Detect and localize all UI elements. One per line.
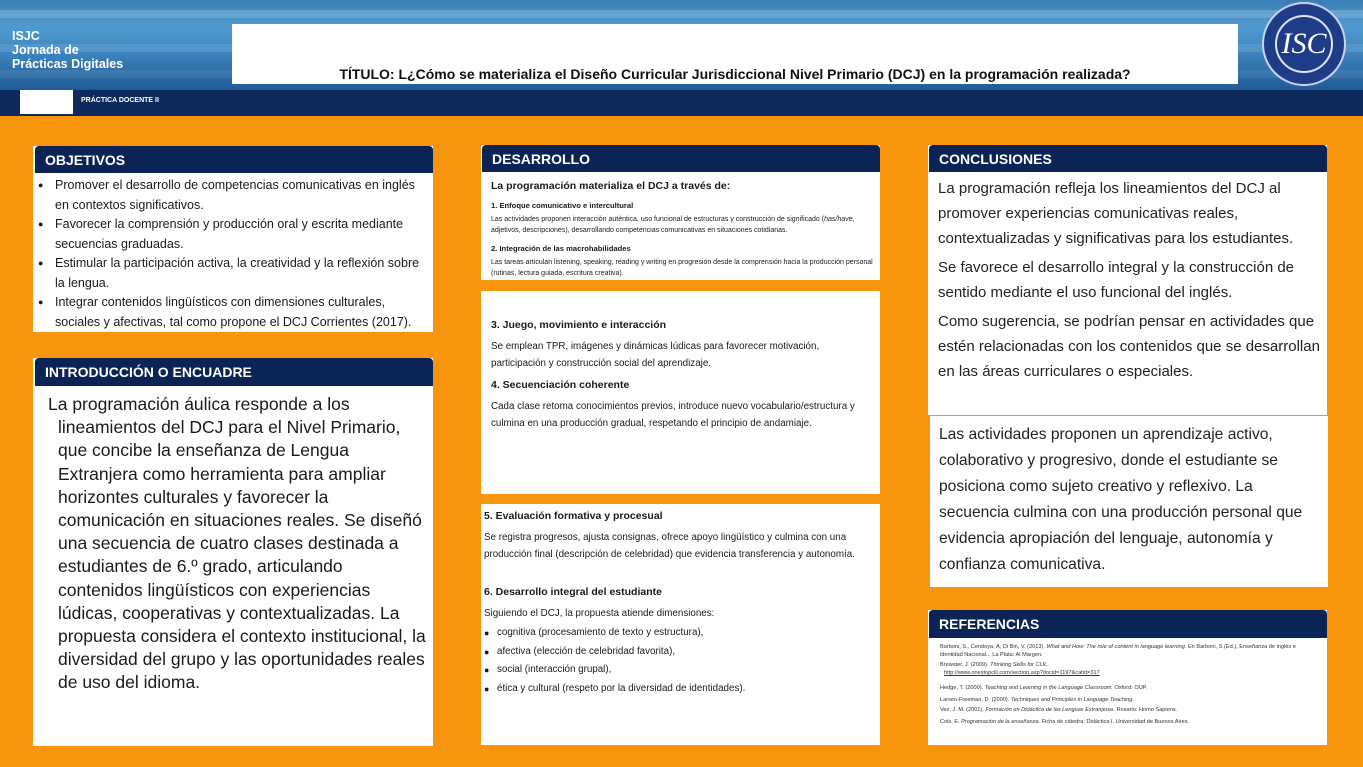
conclusion-paragraph: Como sugerencia, se podrían pensar en actividades que estén relacionadas con los contenidos que se desarrollan en las áreas curriculares o especiales.	[938, 313, 1320, 380]
list-item: ● cognitiva (procesamiento de texto y estructura),	[484, 624, 874, 643]
reference-entry: Cols, E. Programación de la enseñanza. Ficha de cátedra: Didáctica I. Universidad de Buenos Aires.	[940, 719, 1190, 725]
desarrollo-lead: La programación materializa el DCJ a través de:	[491, 180, 731, 192]
section-title: 3. Juego, movimiento e interacción	[491, 319, 667, 331]
list-item: ● Estimular la participación activa, la creatividad y la reflexión sobre la lengua.	[38, 254, 431, 293]
section-text: Se registra progresos, ajusta consignas, ofrece apoyo lingüístico y culmina con una producción final (descripción de celebridad) que evidencia transferencia y autonomía.	[484, 532, 855, 560]
desarrollo-section-1-2	[491, 179, 873, 279]
list-item: ● social (interacción grupal),	[484, 661, 874, 680]
reference-entry: Larsen-Freeman, D. (2000). Techniques and Principles in Language Teaching.	[940, 697, 1134, 703]
conclusiones-heading: CONCLUSIONES	[929, 145, 1327, 172]
reference-entry: Barboni, S., Cendoya, A; Di Bin, V. (2013). What and How: The role of content in language learning. En Barboni, S (Ed.), Enseñanza de inglés e identidad Nacional... La Plata: Al Margen.	[940, 644, 1296, 658]
section-text: Siguiendo el DCJ, la propuesta atiende dimensiones:	[484, 608, 715, 619]
conclusion-paragraph: La programación refleja los lineamientos del DCJ al promover experiencias comunicativas reales, contextualizadas y significativas para los estudiantes.	[938, 180, 1294, 247]
nav-label: PRÁCTICA DOCENTE II	[81, 97, 159, 104]
referencias-heading: REFERENCIAS	[929, 610, 1327, 638]
section-title: 4. Secuenciación coherente	[491, 379, 630, 391]
reference-entry: Brewster, J. (2009). Thinking Skills for CLIL.	[940, 662, 1049, 668]
conclusion-paragraph: Se favorece el desarrollo integral y la construcción de sentido mediante el uso funcional del inglés.	[938, 259, 1295, 301]
nav-blank-tab	[20, 90, 73, 114]
seal-monogram: ISC	[1275, 15, 1333, 73]
intro-text: La programación áulica responde a los lineamientos del DCJ para el Nivel Primario, que concibe la enseñanza de Lengua Extranjera como herramienta para ampliar horizontes culturales y favorecer la comunicación en situaciones reales. Se diseñó una secuencia de cuatro clases destinada a estudiantes de 6.º grado, articulando contenidos lingüísticos con experiencias lúdicas, cooperativas y contextualizadas. La propuesta considera el contexto institucional, la diversidad del grupo y las oportunidades reales de uso del idioma.	[48, 394, 426, 693]
conclusiones-text	[938, 176, 1324, 384]
banner-wave	[0, 10, 1363, 18]
desarrollo-section-3-4	[491, 318, 871, 432]
brand-line: ISJC	[12, 29, 40, 43]
section-title: 2. Integración de las macrohabilidades	[491, 244, 631, 253]
desarrollo-section-5-6	[484, 509, 874, 698]
section-title: 5. Evaluación formativa y procesual	[484, 510, 663, 522]
nav-bar	[0, 90, 1363, 116]
list-item: ● Favorecer la comprensión y producción oral y escrita mediante secuencias graduadas.	[38, 215, 431, 254]
conclusion-paragraph: Las actividades proponen un aprendizaje activo, colaborativo y progresivo, donde el estudiante se posiciona como sujeto creativo y reflexivo. La secuencia culmina con una producción personal que evidencia apropiación del lenguaje, autonomía y confianza comunicativa.	[939, 426, 1303, 573]
section-title: 1. Enfoque comunicativo e intercultural	[491, 201, 634, 210]
list-item: ● ética y cultural (respeto por la diversidad de identidades).	[484, 680, 874, 699]
section-text: Las actividades proponen interacción auténtica, uso funcional de estructuras y construcción de significado (has/have, adjetivos, descripciones), desarrollando competencias comunicativas en situaciones cotidianas.	[491, 216, 855, 234]
reference-entry: Vez, J. M. (2001). Formación en Didáctica de las Lenguas Extranjeras. Rosario: Homo Sapiens.	[940, 707, 1178, 713]
brand-line: Jornada de	[12, 43, 79, 57]
list-item: ● afectiva (elección de celebridad favorita),	[484, 643, 874, 662]
page-title: TÍTULO: L¿Cómo se materializa el Diseño Curricular Jurisdiccional Nivel Primario (DCJ) en la programación realizada?	[339, 66, 1131, 82]
objetivos-list	[38, 176, 431, 332]
institution-seal-logo	[1262, 2, 1346, 86]
list-item: ● Promover el desarrollo de competencias comunicativas en inglés en contextos significativos.	[38, 176, 431, 215]
section-text: Las tareas articulan listening, speaking, reading y writing en progresión desde la comprensión hacia la producción personal (rutinas, lectura guiada, escritura creativa).	[491, 259, 873, 277]
section-text: Se emplean TPR, imágenes y dinámicas lúdicas para favorecer motivación, participación y construcción social del aprendizaje.	[491, 341, 820, 369]
intro-heading: INTRODUCCIÓN O ENCUADRE	[35, 358, 433, 386]
brand-line: Prácticas Digitales	[12, 57, 124, 71]
title-box	[232, 24, 1238, 84]
section-text: Cada clase retoma conocimientos previos, introduce nuevo vocabulario/estructura y culmina en una producción gradual, respetando el principio de andamiaje.	[491, 401, 855, 429]
objetivos-heading: OBJETIVOS	[35, 146, 433, 173]
header-banner	[0, 0, 1363, 90]
dimensions-list	[484, 624, 874, 698]
section-title: 6. Desarrollo integral del estudiante	[484, 586, 662, 598]
list-item: ● Integrar contenidos lingüísticos con dimensiones culturales, sociales y afectivas, tal como propone el DCJ Corrientes (2017).	[38, 293, 431, 332]
reference-entry: Hedge, T. (2000). Teaching and Learning in the Language Classroom. Oxford: OUP.	[940, 685, 1148, 691]
brand-block	[12, 29, 123, 71]
desarrollo-heading: DESARROLLO	[482, 145, 880, 172]
reference-link[interactable]: http://www.onestopclil.com/section.asp?docid=1197&catid=317	[944, 670, 1100, 676]
